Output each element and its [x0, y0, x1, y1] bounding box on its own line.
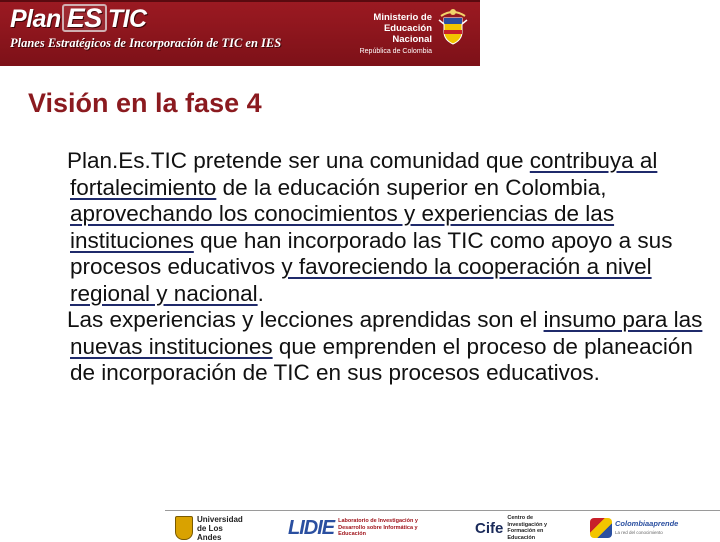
paragraph-lessons — [67, 307, 710, 387]
paragraph-vision — [67, 148, 710, 307]
cife-logo — [475, 515, 565, 541]
p2-highlight-1: insumo para las nuevas instituciones — [70, 307, 703, 359]
colombia-aprende-text — [615, 519, 678, 537]
lidie-text: Laboratorio de Investigación y Desarrollo sobre Informática y Educación — [338, 518, 418, 538]
lidie-mark: LIDIE — [288, 516, 335, 539]
header-banner — [0, 0, 480, 66]
slide-title: Visión en la fase 4 — [28, 88, 262, 118]
footer-divider — [165, 510, 720, 511]
p2-text-1: Las experiencias y lecciones aprendidas son el — [67, 307, 544, 332]
p1-highlight-1: contribuya al fortalecimiento — [70, 148, 658, 200]
ministry-line1: Ministerio de — [373, 12, 432, 23]
logo-es-mark: ES — [62, 4, 107, 32]
colombia-aprende-icon — [590, 518, 612, 538]
cife-text: Centro de Investigación y Formación en Educación — [507, 515, 548, 541]
uandes-logo — [175, 515, 245, 541]
cife-mark: Cife — [475, 519, 504, 537]
uandes-text: Universidad de Los Andes — [197, 514, 243, 542]
banner-tagline: Planes Estratégicos de Incorporación de TIC en IES — [10, 36, 282, 50]
planestic-logo — [10, 4, 147, 34]
p1-text-3: que han incorporado las TIC como apoyo a sus procesos educativos — [70, 227, 673, 279]
uandes-shield-icon — [175, 516, 193, 540]
ministry-sub: República de Colombia — [359, 48, 432, 55]
banner-top-stripe — [0, 0, 480, 2]
ministry-block — [352, 12, 432, 59]
p1-text-2: de la educación superior en Colombia, — [216, 174, 607, 200]
colombia-coat-of-arms-icon — [437, 6, 469, 46]
colombia-aprende-sub: La red del conocimiento — [615, 530, 663, 535]
logo-prefix: Plan — [10, 5, 61, 33]
slide-body — [67, 148, 710, 387]
footer-logos — [0, 508, 720, 540]
logo-suffix: TIC — [107, 5, 147, 33]
lidie-logo — [288, 515, 418, 541]
colombia-aprende-name: Colombiaaprende — [615, 519, 679, 528]
colombia-aprende-logo — [590, 515, 678, 541]
ministry-line2: Educación Nacional — [383, 23, 432, 45]
p1-text-4: . — [257, 280, 264, 306]
p1-text-1: Plan.Es.TIC pretende ser una comunidad que — [67, 148, 530, 173]
p1-highlight-3: y favoreciendo la cooperación a nivel regional y nacional — [70, 254, 652, 306]
p1-highlight-2: aprovechando los conocimientos y experiencias de las instituciones — [70, 201, 615, 253]
p2-text-2: que emprenden el proceso de planeación de incorporación de TIC en sus procesos educativos. — [70, 333, 693, 385]
